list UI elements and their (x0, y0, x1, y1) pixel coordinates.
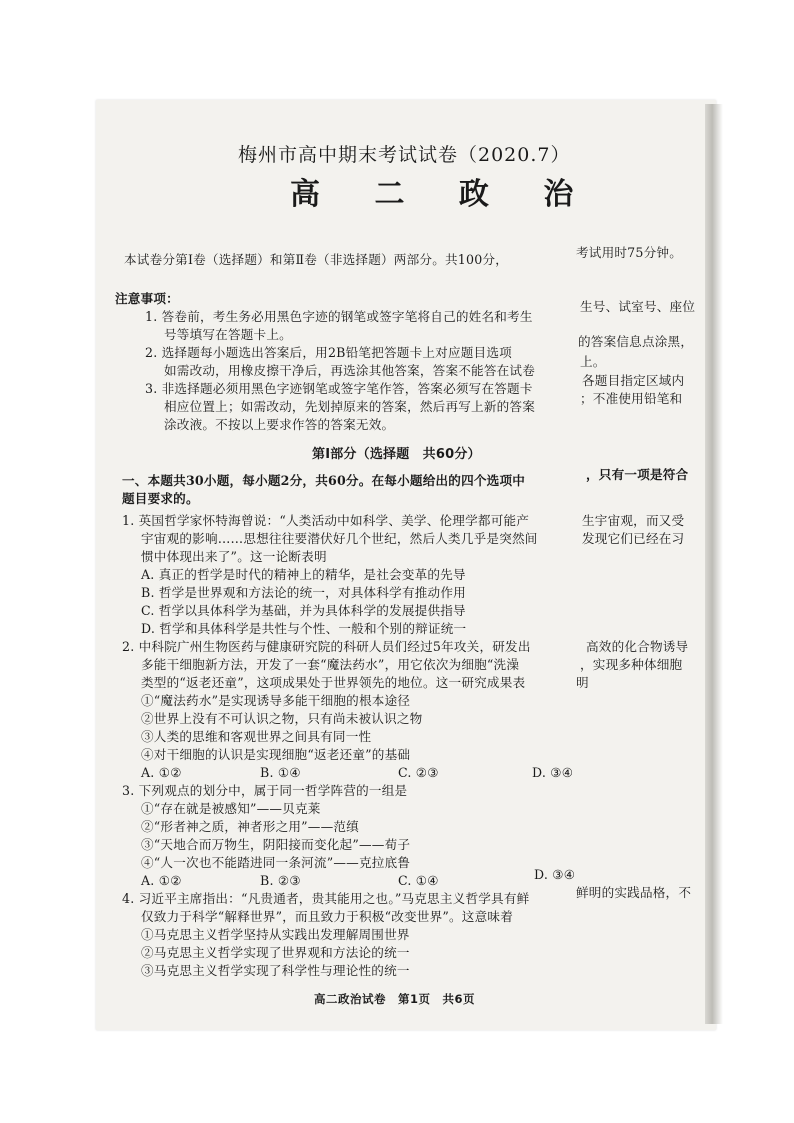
notice-heading: 注意事项： (115, 291, 179, 306)
part1-instruction: 一、本题共30小题，每小题2分，共60分。在每小题给出的四个选项中 (122, 473, 526, 488)
question-4-right-fragment: 鲜明的实践品格，不 (576, 885, 692, 900)
question-2-choice: C. ②③ (398, 765, 439, 780)
question-1-stem: 1. 英国哲学家怀特海曾说：“人类活动中如科学、美学、伦理学都可能产 (122, 513, 530, 528)
question-3-item: ①“存在就是被感知”——贝克莱 (141, 801, 321, 816)
subject-title: 高 二 政 治 (290, 177, 596, 212)
notice-line: 1. 答卷前，考生务必用黑色字迹的钢笔或签字笔将自己的姓名和考生 (145, 309, 533, 324)
notice-line: 如需改动，用橡皮擦干净后，再选涂其他答案，答案不能答在试卷 (164, 363, 536, 378)
question-4-item: ③马克思主义哲学实现了科学性与理论性的统一 (141, 963, 410, 978)
question-3-item: ④“人一次也不能踏进同一条河流”——克拉底鲁 (141, 855, 411, 870)
question-2-stem: 2. 中科院广州生物医药与健康研究院的科研人员们经过5年攻关，研发出 (122, 639, 531, 654)
question-3-item: ③“天地合而万物生，阴阳接而变化起”——荀子 (141, 837, 411, 852)
question-2-stem: 多能干细胞新方法，开发了一套“魔法药水”，用它依次为细胞“洗澡 (141, 657, 520, 672)
question-2-right-fragment: ，实现多种体细胞 (580, 657, 683, 672)
question-4-stem: 4. 习近平主席指出：“凡贵通者，贵其能用之也。”马克思主义哲学具有鲜 (122, 891, 530, 906)
part1-instruction: 题目要求的。 (122, 491, 199, 506)
question-1-right-fragment: 发现它们已经在习 (582, 531, 685, 546)
question-1-option: D. 哲学和具体科学是共性与个性、一般和个别的辩证统一 (141, 621, 467, 636)
part1-heading: 第Ⅰ部分（选择题 共60分） (312, 447, 481, 462)
notice-line: 涂改液。不按以上要求作答的答案无效。 (164, 417, 395, 432)
question-3-stem: 3. 下列观点的划分中，属于同一哲学阵营的一组是 (122, 783, 408, 798)
part1-instruction-right: ，只有一项是符合 (586, 467, 689, 482)
notice-line: 号等填写在答题卡上。 (164, 327, 292, 342)
question-2-item: ①“魔法药水”是实现诱导多能干细胞的根本途径 (141, 693, 411, 708)
question-4-item: ②马克思主义哲学实现了世界观和方法论的统一 (141, 945, 410, 960)
question-3-choice: D. ③④ (534, 867, 576, 882)
question-2-stem: 类型的“返老还童”，这项成果处于世界领先的地位。这一研究成果表 (141, 675, 526, 690)
question-2-choice: A. ①② (141, 765, 182, 780)
notice-right-fragment: 生号、试室号、座位 (580, 299, 696, 314)
question-2-item: ③人类的思维和客观世界之间具有同一性 (141, 729, 372, 744)
question-3-choice: C. ①④ (398, 873, 439, 888)
page-footer: 高二政治试卷 第1页 共6页 (314, 992, 476, 1006)
question-1-option: C. 哲学以具体科学为基础，并为具体科学的发展提供指导 (141, 603, 466, 618)
question-1-stem: 惯中体现出来了”。这一论断表明 (141, 549, 327, 564)
intro-time: 考试用时75分钟。 (576, 245, 682, 260)
question-1-option: A. 真正的哲学是时代的精神上的精华，是社会变革的先导 (141, 567, 466, 582)
question-1-option: B. 哲学是世界观和方法论的统一，对具体科学有推动作用 (141, 585, 466, 600)
question-1-stem: 宇宙观的影响……思想往往要潜伏好几个世纪，然后人类几乎是突然间 (141, 531, 538, 546)
exam-title: 梅州市高中期末考试试卷（2020.7） (238, 144, 571, 166)
notice-right-fragment: ；不准使用铅笔和 (580, 391, 683, 406)
question-2-item: ④对干细胞的认识是实现细胞“返老还童”的基础 (141, 747, 411, 762)
notice-line: 2. 选择题每小题选出答案后，用2B铅笔把答题卡上对应题目选项 (145, 345, 512, 360)
notice-line: 相应位置上；如需改动，先划掉原来的答案，然后再写上新的答案 (164, 399, 536, 414)
question-3-choice: A. ①② (141, 873, 182, 888)
question-3-choice: B. ②③ (260, 873, 301, 888)
paper-edge-shadow (705, 104, 723, 1024)
question-2-choice: B. ①④ (260, 765, 301, 780)
question-4-stem: 仅致力于科学“解释世界”，而且致力于积极“改变世界”。这意味着 (141, 909, 513, 924)
intro-text: 本试卷分第Ⅰ卷（选择题）和第Ⅱ卷（非选择题）两部分。共100分， (124, 252, 509, 267)
notice-right-fragment: 的答案信息点涂黑， (578, 334, 694, 349)
question-2-right-fragment: 高效的化合物诱导 (586, 639, 689, 654)
question-2-choice: D. ③④ (532, 765, 574, 780)
question-4-item: ①马克思主义哲学坚持从实践出发理解周围世界 (141, 927, 410, 942)
question-2-right-fragment: 明 (576, 675, 589, 690)
notice-line: 3. 非选择题必须用黑色字迹钢笔或签字笔作答，答案必须写在答题卡 (145, 381, 533, 396)
notice-right-fragment: 上。 (580, 354, 606, 369)
question-3-item: ②“形者神之质，神者形之用”——范缜 (141, 819, 359, 834)
notice-right-fragment: 各题目指定区域内 (582, 373, 685, 388)
question-1-right-fragment: 生宇宙观，而又受 (582, 513, 685, 528)
question-2-item: ②世界上没有不可认识之物，只有尚未被认识之物 (141, 711, 423, 726)
